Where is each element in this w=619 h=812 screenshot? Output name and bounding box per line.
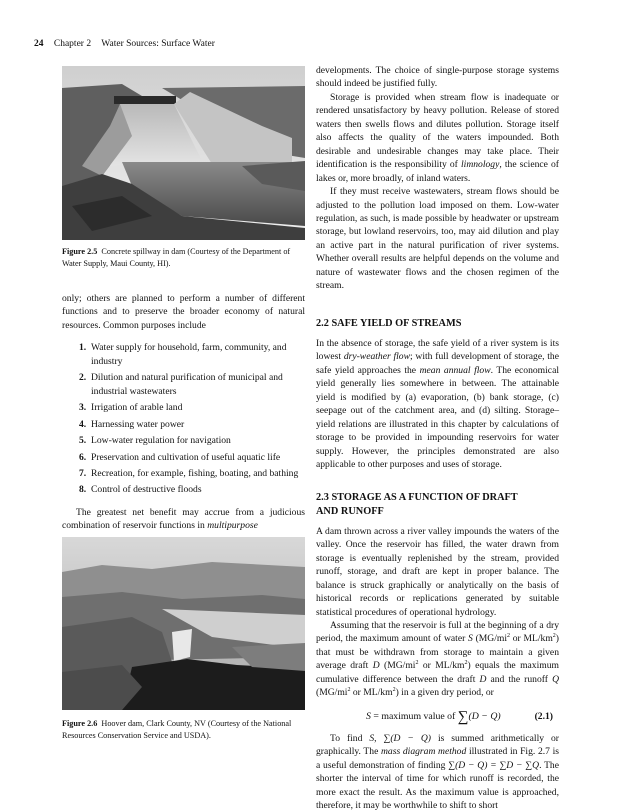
purpose-text: Control of destructive floods xyxy=(91,484,202,496)
purpose-item xyxy=(62,467,305,480)
paragraph-storage: Storage is provided when stream flow is inadequate or rendered unsatisfactory by heavy pollution. Release of stored waters then swells flows and dilutes pollution. Storage itself also affects the quality of the waters impounded. Both desirable and undesirable changes may take place. Their identification is the responsibility of limnology, the science of lakes or, more broadly, of inland waters. xyxy=(316,91,559,184)
figure-2-6-caption: Figure 2.6 Hoover dam, Clark County, NV (Courtesy of the National Resources Conservation Service and USDA). xyxy=(62,719,292,740)
paragraph-mass-diagram: To find S, ∑(D − Q) is summed arithmetically or graphically. The mass diagram method illustrated in Fig. 2.7 is a useful demonstration of finding ∑(D − Q) = ∑D − ∑Q. The shorter the interval of time for which runoff is recorded, the more exact the result. As the maximum value is approached, therefore, it may be worthwhile to shift to short xyxy=(316,732,559,811)
purpose-number: 4. xyxy=(79,418,87,430)
purpose-text: Harnessing water power xyxy=(91,418,185,430)
spillway-photo xyxy=(62,66,305,240)
purpose-text: Irrigation of arable land xyxy=(91,402,183,414)
purpose-number: 8. xyxy=(79,484,87,496)
page-number: 24 xyxy=(34,39,44,49)
purpose-number: 7. xyxy=(79,467,87,479)
equation-2-1: S = maximum value of ∑(D − Q) (2.1) xyxy=(366,708,553,725)
purpose-number: 1. xyxy=(79,342,87,354)
purpose-item xyxy=(62,434,305,447)
chapter-label: Chapter 2 xyxy=(53,39,92,49)
left-column xyxy=(62,292,305,533)
purposes-list xyxy=(62,341,305,497)
right-column xyxy=(316,64,559,812)
section-2-3-heading: 2.3 STORAGE AS A FUNCTION OF DRAFT AND RUNOFF xyxy=(316,492,518,517)
benefit-paragraph: The greatest net benefit may accrue from a judicious combination of reservoir functions in multipurpose xyxy=(62,506,305,532)
section-2-2-heading: 2.2 SAFE YIELD OF STREAMS xyxy=(316,317,462,329)
purpose-item xyxy=(62,451,305,464)
purpose-number: 2. xyxy=(79,372,87,384)
paragraph-safe-yield: In the absence of storage, the safe yield of a river system is its lowest dry-weather flow; with full development of storage, the safe yield approaches the mean annual flow. The economical yield generally lies somewhere in between. The attainable yield is modified by (a) evaporation, (b) bank storage, (c) seepage out of the catchment area, and (d) silting. Storage–yield relations are illustrated in this chapter by calculations of storage to be provided in impounding reservoirs for water supply. However, the principles demonstrated are also applicable to other purposes and uses of storage. xyxy=(316,337,559,470)
chapter-title: Water Sources: Surface Water xyxy=(101,39,215,49)
purpose-number: 5. xyxy=(79,435,87,447)
purpose-text: Low-water regulation for navigation xyxy=(91,435,231,447)
paragraph-wastewater: If they must receive wastewaters, stream flows should be adjusted to the pollution load imposed on them. Low-water regulation, as such, is made possible by headwater or upstream storage, but lowland reservoirs, too, may aid dilution and play an active part in the natural purification of river systems. Whether overall results are helpful depends on the volume and nature of wastewater flows and the chosen regimen of the stream. xyxy=(316,186,559,292)
purpose-text: Recreation, for example, fishing, boating, and bathing xyxy=(91,467,299,479)
equation-number: (2.1) xyxy=(534,710,553,722)
purpose-text: Dilution and natural purification of municipal and industrial wastewaters xyxy=(91,372,283,397)
figure-2-5-caption: Figure 2.5 Concrete spillway in dam (Courtesy of the Department of Water Supply, Maui County, HI). xyxy=(62,247,291,268)
purposes-intro: only; others are planned to perform a number of different functions and to preserve the broader economy of natural resources. Common purposes include xyxy=(62,293,305,331)
paragraph-dam: A dam thrown across a river valley impounds the waters of the valley. Once the reservoir has filled, the water drawn from storage is eventually replenished by the stream, provided runoff, storage, and draft are kept in proper balance. The balance is struck graphically or analytically on the basis of historical records or replications generated by suitable statistical procedures of operational hydrology. xyxy=(316,525,559,618)
purpose-item xyxy=(62,483,305,496)
running-header xyxy=(34,39,223,49)
purpose-item xyxy=(62,341,305,368)
purpose-text: Water supply for household, farm, community, and industry xyxy=(91,342,287,367)
hoover-dam-photo xyxy=(62,537,305,710)
purpose-item xyxy=(62,418,305,431)
purpose-number: 6. xyxy=(79,451,87,463)
paragraph-dry-period: Assuming that the reservoir is full at the beginning of a dry period, the maximum amount of water S ($MG/mi^2$ or $ML/km^2$) that must be withdrawn from storage to maintain a given average draft D ($MG/mi^2$ or $ML/km^2$) equals the maximum cumulative difference between the draft D and the runoff Q ($MG/mi^2$ or $ML/km^2$) in a given dry period, or xyxy=(316,620,559,699)
purpose-text: Preservation and cultivation of useful aquatic life xyxy=(91,451,281,463)
purpose-item xyxy=(62,371,305,398)
purpose-number: 3. xyxy=(79,402,87,414)
paragraph-developments: developments. The choice of single-purpose storage systems should indeed be justified fully. xyxy=(316,65,559,90)
purpose-item xyxy=(62,401,305,414)
